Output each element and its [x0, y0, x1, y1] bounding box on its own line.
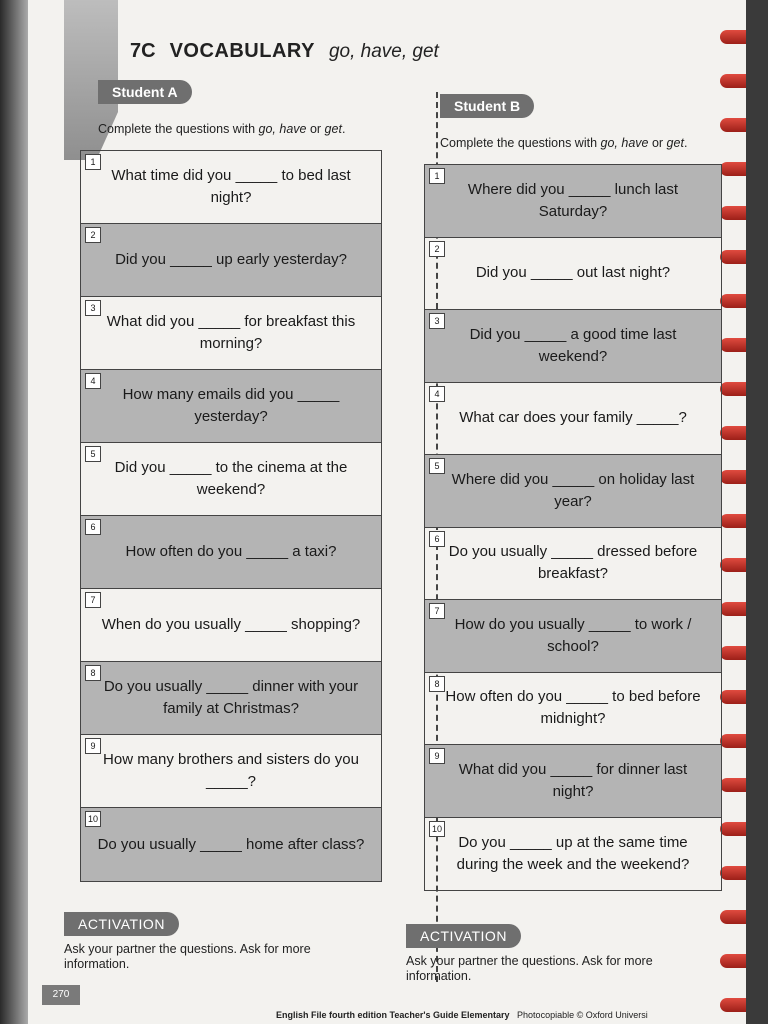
question-number: 10 [85, 811, 101, 827]
question-cell [425, 600, 721, 673]
question-text: Did you _____ out last night? [475, 264, 671, 282]
question-text: How often do you _____ to bed before midnight? [445, 688, 701, 728]
spiral-ring [720, 690, 746, 704]
question-cell [81, 370, 381, 443]
student-a-activation-label: ACTIVATION [64, 912, 179, 936]
question-number: 7 [85, 592, 101, 608]
question-cell [81, 808, 381, 881]
question-cell [81, 297, 381, 370]
question-number: 4 [429, 386, 445, 402]
question-text: How often do you _____ a taxi? [125, 543, 337, 560]
question-text: Do you _____ up at the same time during the week and the weekend? [456, 833, 690, 873]
question-number: 3 [85, 300, 101, 316]
question-text: Did you _____ to the cinema at the weekend? [114, 459, 348, 498]
question-text: Do you usually _____ home after class? [97, 835, 365, 853]
spiral-ring [720, 382, 746, 396]
page-header [130, 40, 439, 63]
unit-code: 7C [130, 40, 156, 62]
question-cell [425, 745, 721, 818]
unit-subtitle: go, have, get [328, 41, 439, 62]
question-number: 8 [429, 676, 445, 692]
spiral-ring [720, 822, 746, 836]
student-a-label: Student A [98, 80, 192, 104]
student-a-instruction: Complete the questions with go, have or get. [98, 122, 346, 136]
question-cell [425, 673, 721, 746]
question-number: 5 [429, 458, 445, 474]
spiral-ring [720, 74, 746, 88]
question-cell [425, 455, 721, 528]
footer-credits: English File fourth edition Teacher's Guide Elementary Photocopiable © Oxford Universi [276, 1010, 648, 1020]
question-text: Did you _____ a good time last weekend? [469, 325, 677, 365]
spiral-ring [720, 778, 746, 792]
question-number: 6 [85, 519, 101, 535]
spiral-ring [720, 602, 746, 616]
question-number: 2 [85, 227, 101, 243]
question-text: What did you _____ for dinner last night? [458, 760, 688, 800]
spiral-ring [720, 910, 746, 924]
student-a-question-list [80, 150, 382, 882]
question-cell [81, 224, 381, 297]
question-cell [425, 165, 721, 238]
question-cell [81, 735, 381, 808]
question-cell [81, 662, 381, 735]
question-text: Did you _____ up early yesterday? [115, 251, 347, 268]
question-text: Where did you _____ lunch last Saturday? [467, 180, 679, 220]
spiral-ring [720, 866, 746, 880]
question-text: How do you usually _____ to work / school? [454, 615, 692, 655]
question-text: When do you usually _____ shopping? [101, 616, 361, 633]
question-number: 9 [85, 738, 101, 754]
question-cell [81, 151, 381, 224]
question-number: 2 [429, 241, 445, 257]
question-number: 9 [429, 748, 445, 764]
student-b-question-list [424, 164, 722, 891]
question-number: 8 [85, 665, 101, 681]
spiral-ring [720, 998, 746, 1012]
student-b-instruction: Complete the questions with go, have or get. [440, 136, 688, 150]
question-text: What did you _____ for breakfast this morning? [106, 313, 356, 352]
question-cell [81, 443, 381, 516]
question-text: How many brothers and sisters do you _____? [103, 751, 359, 790]
question-number: 3 [429, 313, 445, 329]
question-number: 10 [429, 821, 445, 837]
question-number: 1 [85, 154, 101, 170]
question-text: What car does your family _____? [459, 409, 687, 427]
question-text: Do you usually _____ dressed before breakfast? [448, 543, 698, 583]
spiral-ring [720, 514, 746, 528]
spiral-ring [720, 558, 746, 572]
student-a-activation-text: Ask your partner the questions. Ask for more information. [64, 942, 311, 971]
question-number: 1 [429, 168, 445, 184]
spiral-rings [720, 0, 746, 1024]
question-cell [425, 310, 721, 383]
question-number: 7 [429, 603, 445, 619]
question-cell [425, 383, 721, 456]
question-text: Do you usually _____ dinner with your family at Christmas? [103, 678, 359, 717]
student-b-activation-text: Ask your partner the questions. Ask for more information. [406, 954, 653, 983]
spiral-ring [720, 294, 746, 308]
page-number: 270 [42, 985, 80, 1005]
question-cell [81, 516, 381, 589]
question-text: What time did you _____ to bed last night? [111, 167, 351, 206]
spiral-ring [720, 118, 746, 132]
question-text: Where did you _____ on holiday last year? [451, 470, 695, 510]
question-text: How many emails did you _____ yesterday? [122, 386, 340, 425]
question-cell [425, 238, 721, 311]
question-number: 6 [429, 531, 445, 547]
question-number: 4 [85, 373, 101, 389]
spiral-ring [720, 734, 746, 748]
spiral-ring [720, 250, 746, 264]
question-cell [81, 589, 381, 662]
question-cell [425, 818, 721, 891]
question-cell [425, 528, 721, 601]
student-b-activation-label: ACTIVATION [406, 924, 521, 948]
unit-title: VOCABULARY [169, 40, 315, 62]
spiral-ring [720, 206, 746, 220]
spiral-ring [720, 954, 746, 968]
spiral-ring [720, 646, 746, 660]
question-number: 5 [85, 446, 101, 462]
spiral-ring [720, 338, 746, 352]
spiral-ring [720, 470, 746, 484]
workbook-page [28, 0, 746, 1024]
student-b-label: Student B [440, 94, 534, 118]
spiral-ring [720, 30, 746, 44]
spiral-ring [720, 426, 746, 440]
spiral-ring [720, 162, 746, 176]
